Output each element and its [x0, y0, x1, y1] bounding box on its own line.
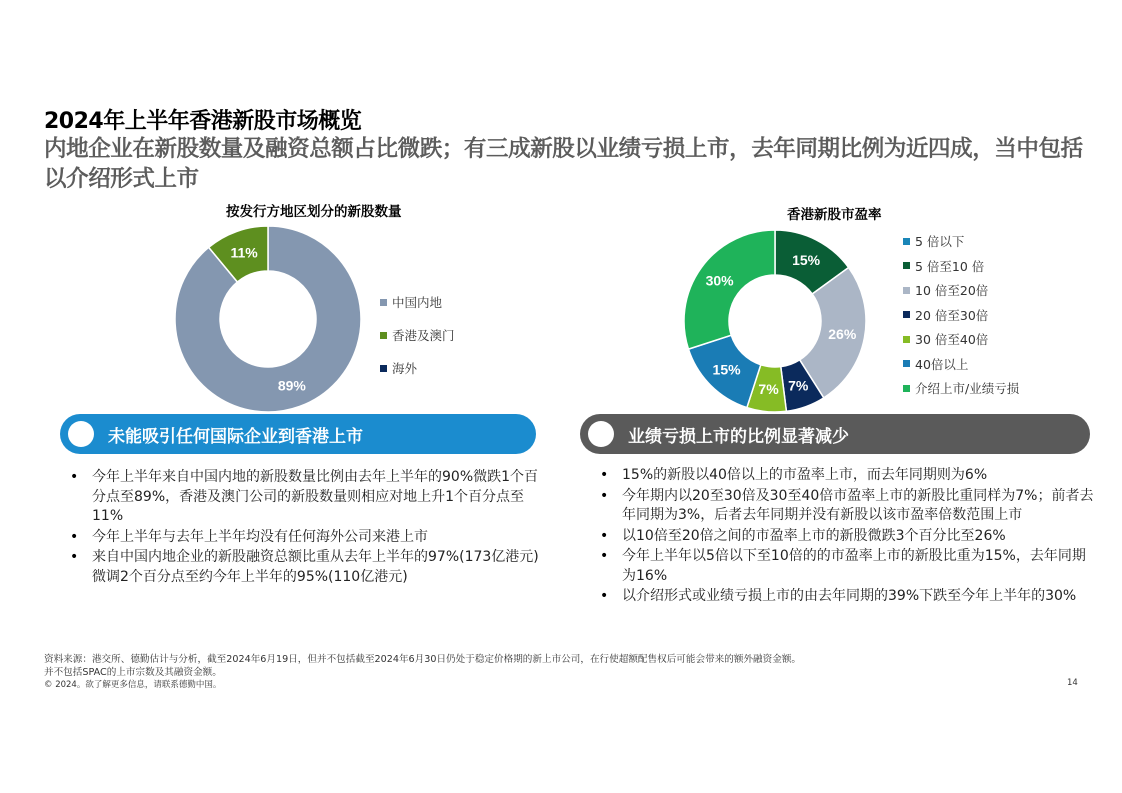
page-subtitle: 内地企业在新股数量及融资总额占比微跌；有三成新股以业绩亏损上市，去年同期比例为近四成，当中包括以介绍形式上市	[44, 136, 1083, 192]
legend-item	[903, 379, 1019, 397]
list-item: • 以介绍形式或业绩亏损上市的由去年同期的39%下跌至今年上半年的30%	[596, 587, 1096, 607]
legend-swatch	[903, 287, 910, 294]
legend-swatch	[903, 238, 910, 245]
copyright-note: © 2024。欲了解更多信息，请联系德勤中国。	[44, 680, 222, 690]
right-highlight-banner	[580, 414, 1090, 454]
legend-label: 20 倍至30倍	[915, 307, 989, 323]
legend-item	[380, 326, 455, 344]
list-item: • 今年上半年以5倍以下至10倍的的市盈率上市的新股比重为15%，去年同期为16%	[596, 547, 1096, 586]
legend-swatch	[903, 262, 910, 269]
list-item: • 今年上半年来自中国内地的新股数量比例由去年上半年的90%微跌1个百分点至89%，香港及澳门公司的新股数量则相应对地上升1个百分点至11%	[66, 468, 546, 527]
legend-label: 5 倍至10 倍	[915, 258, 985, 274]
data-label: 11%	[230, 244, 258, 261]
data-label: 7%	[788, 377, 809, 394]
list-item: • 今年上半年与去年上半年均没有任何海外公司来港上市	[66, 528, 546, 548]
legend-label: 中国内地	[392, 295, 443, 310]
legend-item	[903, 330, 988, 348]
legend-item	[380, 293, 442, 311]
source-footnote: 资料来源：港交所、德勤估计与分析，截至2024年6月19日，但并不包括截至2024年6月30日仍处于稳定价格期的新上市公司，在行使超额配售权后可能会带来的额外融资金额。	[44, 654, 802, 665]
data-label: 26%	[828, 325, 857, 342]
legend-swatch	[380, 332, 387, 339]
right-bullet-list	[596, 466, 1096, 608]
circle-bullet-icon	[588, 421, 614, 447]
legend-label: 30 倍至40倍	[915, 332, 989, 347]
legend-swatch	[380, 365, 387, 372]
legend-item	[903, 281, 988, 299]
legend-swatch	[903, 336, 910, 343]
left-highlight-banner	[60, 414, 536, 454]
page-title: 2024年上半年香港新股市场概览	[44, 109, 362, 134]
legend-label: 香港及澳门	[392, 328, 455, 343]
list-item: • 15%的新股以40倍以上的市盈率上市，而去年同期则为6%	[596, 466, 1096, 486]
legend-label: 海外	[392, 361, 418, 376]
legend-item	[903, 257, 984, 275]
legend-swatch	[903, 311, 910, 318]
donut-slice-7	[684, 230, 775, 349]
list-item: • 以10倍至20倍之间的市盈率上市的新股微跌3个百分比至26%	[596, 527, 1096, 547]
data-label: 15%	[792, 251, 821, 268]
legend-swatch	[903, 360, 910, 367]
legend-label: 5 倍以下	[915, 234, 965, 249]
legend-label: 介绍上市/业绩亏损	[915, 381, 1020, 396]
data-label: 15%	[712, 361, 741, 378]
list-item: • 今年期内以20至30倍及30至40倍市盈率上市的新股比重同样为7%；前者去年同期为3%，后者去年同期并没有新股以该市盈率倍数范围上市	[596, 487, 1096, 526]
left-bullet-list	[66, 468, 546, 588]
legend-label: 10 倍至20倍	[915, 283, 989, 298]
right-chart-title: 香港新股市盈率	[787, 207, 882, 223]
right-banner-text: 业绩亏损上市的比例显著减少	[628, 426, 849, 447]
legend-item	[903, 306, 988, 324]
list-item: • 来自中国内地企业的新股融资总额比重从去年上半年的97%(173亿港元)微调2个百分点至约今年上半年的95%(110亿港元)	[66, 548, 546, 587]
circle-bullet-icon	[68, 421, 94, 447]
legend-item	[903, 232, 964, 250]
legend-item	[380, 359, 417, 377]
legend-swatch	[903, 385, 910, 392]
left-banner-text: 未能吸引任何国际企业到香港上市	[108, 426, 363, 447]
data-label: 30%	[705, 272, 734, 289]
left-chart-title: 按发行方地区划分的新股数量	[226, 204, 402, 220]
spac-footnote: 并不包括SPAC的上市宗数及其融资金额。	[44, 667, 222, 678]
legend-swatch	[380, 299, 387, 306]
legend-item	[903, 355, 968, 373]
legend-label: 40倍以上	[915, 356, 969, 372]
data-label: 7%	[758, 381, 779, 398]
data-label: 89%	[277, 377, 306, 394]
page-number: 14	[1067, 678, 1078, 688]
